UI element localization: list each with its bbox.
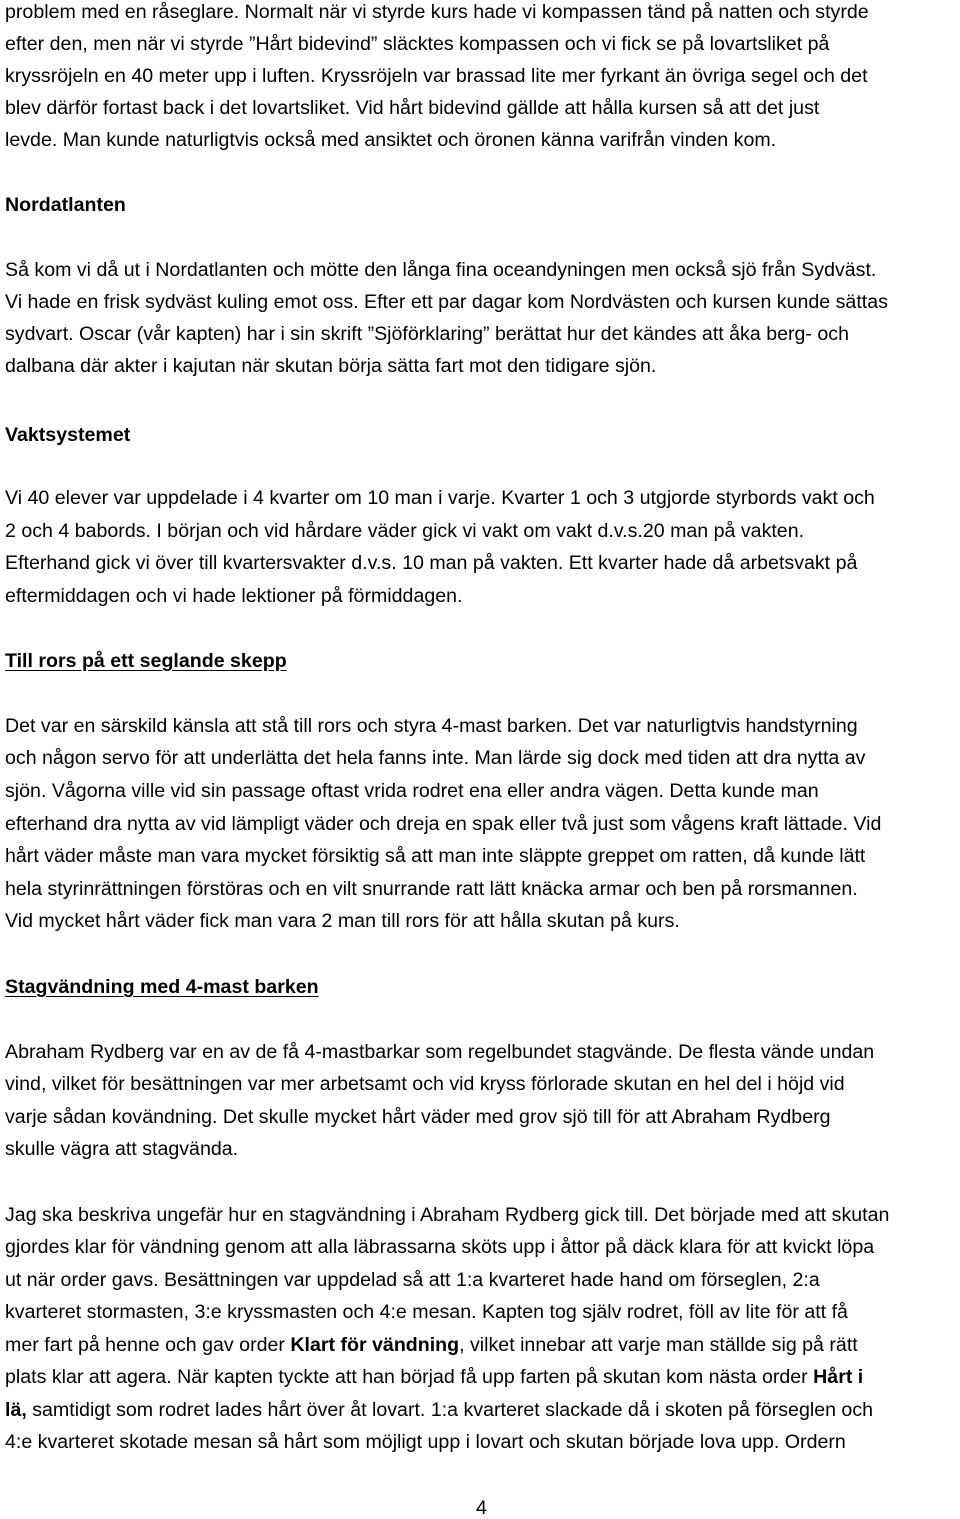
paragraph-line: gjordes klar för vändning genom att alla läbrassarna sköts upp i åttor på däck klara för att kvickt löpa	[5, 1236, 875, 1258]
paragraph-line: efterhand dra nytta av vid lämpligt väder och dreja en spak eller två just som vågens kraft lättade. Vid	[5, 813, 882, 835]
section-heading-nordatlanten: Nordatlanten	[5, 194, 126, 216]
paragraph-line: efter den, men när vi styrde ”Hårt bidevind” släcktes kompassen och vi fick se på lovartsliket på	[5, 33, 830, 55]
paragraph-line: Efterhand gick vi över till kvartersvakter d.v.s. 10 man på vakten. Ett kvarter hade då arbetsvakt på	[5, 552, 858, 574]
paragraph-line: Jag ska beskriva ungefär hur en stagvändning i Abraham Rydberg gick till. Det började med att skutan	[5, 1204, 890, 1226]
paragraph-line: sjön. Vågorna ville vid sin passage oftast vrida rodret ena eller andra vägen. Detta kunde man	[5, 780, 819, 802]
text-run: mer fart på henne och gav order	[5, 1334, 291, 1356]
paragraph-line: blev därför fortast back i det lovartsliket. Vid hårt bidevind gällde att hålla kursen så att det just	[5, 97, 820, 119]
paragraph-line: Det var en särskild känsla att stå till rors och styra 4-mast barken. Det var naturligtvis handstyrning	[5, 715, 858, 737]
paragraph-line: 4:e kvarteret skotade mesan så hårt som möjligt upp i lovart och skutan började lova upp. Ordern	[5, 1431, 846, 1453]
section-heading-stagvandning: Stagvändning med 4-mast barken	[5, 976, 319, 998]
paragraph-line: 2 och 4 babords. I början och vid hårdare väder gick vi vakt om vakt d.v.s.20 man på vakten.	[5, 520, 805, 542]
paragraph-line: hela styrinrättningen förstöras och en vilt snurrande ratt lätt knäcka armar och ben på rorsmannen.	[5, 878, 858, 900]
paragraph-line: Vid mycket hårt väder fick man vara 2 man till rors för att hålla skutan på kurs.	[5, 910, 680, 932]
paragraph-line: dalbana där akter i kajutan när skutan börja sätta fart mot den tidigare sjön.	[5, 355, 657, 377]
bold-order-hart-i: Hårt i	[813, 1366, 864, 1388]
paragraph-line: Vi 40 elever var uppdelade i 4 kvarter om 10 man i varje. Kvarter 1 och 3 utgjorde styrbords vakt och	[5, 487, 875, 509]
paragraph-line	[5, 1365, 863, 1389]
paragraph-line: Så kom vi då ut i Nordatlanten och mötte den långa fina oceandyningen men också sjö från Sydväst.	[5, 259, 877, 281]
text-run: samtidigt som rodret lades hårt över åt lovart. 1:a kvarteret slackade då i skoten på förseglen och	[26, 1399, 874, 1421]
paragraph-line: ut när order gavs. Besättningen var uppdelad så att 1:a kvarteret hade hand om förseglen, 2:a	[5, 1269, 820, 1291]
paragraph-line: problem med en råseglare. Normalt när vi styrde kurs hade vi kompassen tänd på natten och styrde	[5, 1, 869, 23]
paragraph-line: Abraham Rydberg var en av de få 4-mastbarkar som regelbundet stagvände. De flesta vände undan	[5, 1041, 875, 1063]
paragraph-line	[5, 1398, 873, 1422]
paragraph-line	[5, 1333, 858, 1357]
paragraph-line: vind, vilket för besättningen var mer arbetsamt och vid kryss förlorade skutan en hel del i höjd vid	[5, 1073, 845, 1095]
paragraph-line: skulle vägra att stagvända.	[5, 1138, 239, 1160]
paragraph-line: hårt väder måste man vara mycket försiktig så att man inte släppte greppet om ratten, då kunde lätt	[5, 845, 866, 867]
text-run: , vilket innebar att varje man ställde sig på rätt	[459, 1334, 858, 1356]
paragraph-line: och någon servo för att underlätta det hela fanns inte. Man lärde sig dock med tiden att dra nytta av	[5, 747, 866, 769]
text-run: plats klar att agera. När kapten tyckte att han börjad få upp farten på skutan kom nästa order	[5, 1366, 814, 1388]
bold-order-la: lä,	[5, 1399, 27, 1421]
section-heading-vaktsystemet: Vaktsystemet	[5, 424, 131, 446]
paragraph-line: sydvart. Oscar (vår kapten) har i sin skrift ”Sjöförklaring” berättat hur det kändes att åka berg- och	[5, 323, 849, 345]
paragraph-line: varje sådan kovändning. Det skulle mycket hårt väder med grov sjö till för att Abraham Rydberg	[5, 1106, 831, 1128]
bold-order-klart-for-vandning: Klart för vändning	[290, 1334, 460, 1356]
page-number: 4	[476, 1497, 487, 1519]
paragraph-line: eftermiddagen och vi hade lektioner på förmiddagen.	[5, 585, 463, 607]
paragraph-line: levde. Man kunde naturligtvis också med ansiktet och öronen känna varifrån vinden kom.	[5, 129, 777, 151]
paragraph-line: kryssröjeln en 40 meter upp i luften. Kryssröjeln var brassad lite mer fyrkant än övriga segel och det	[5, 65, 868, 87]
section-heading-till-rors: Till rors på ett seglande skepp	[5, 650, 287, 672]
paragraph-line: Vi hade en frisk sydväst kuling emot oss. Efter ett par dagar kom Nordvästen och kursen kunde sättas	[5, 291, 888, 313]
paragraph-line: kvarteret stormasten, 3:e kryssmasten och 4:e mesan. Kapten tog själv rodret, föll av lite för att få	[5, 1301, 848, 1323]
